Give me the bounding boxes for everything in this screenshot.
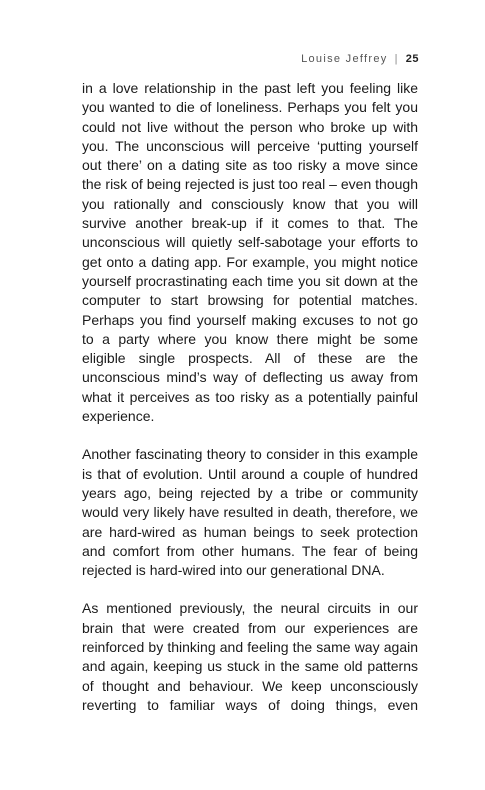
page-number: 25 [405,53,419,65]
paragraph-3: As mentioned previously, the neural circuits in our brain that were created from our experiences are reinforced by thinking and feeling the same way again and again, keeping us stuck in the same old patterns of thought and behaviour. We keep unconsciously reverting to familiar ways of doing things, even [82,600,418,713]
running-header [301,53,419,65]
header-separator: | [394,53,399,65]
body-text [82,79,418,734]
paragraph-2: Another fascinating theory to consider in this example is that of evolution. Until around a couple of hundred years ago, being rejected by a tribe or community would very likely have resulted in death, therefore, we are hard-wired as human beings to seek protection and comfort from other humans. The fear of being rejected is hard-wired into our generational DNA. [82,446,418,579]
header-author: Louise Jeffrey [301,53,388,65]
paragraph-1: in a love relationship in the past left you feeling like you wanted to die of loneliness. Perhaps you felt you could not live without the person who broke up with you. The unconscious will perceive ‘putting yourself out there’ on a dating site as too risky a move since the risk of being rejected is just too real – even though you rationally and consciously know that you will survive another break-up if it comes to that. The unconscious will quietly self-sabotage your efforts to get onto a dating app. For example, you might notice yourself procrastinating each time you sit down at the computer to start browsing for potential matches. Perhaps you find yourself making excuses to not go to a party where you know there might be some eligible single prospects. All of these are the unconscious mind’s way of deflecting us away from what it perceives as too risky as a potentially painful experience. [82,80,418,425]
